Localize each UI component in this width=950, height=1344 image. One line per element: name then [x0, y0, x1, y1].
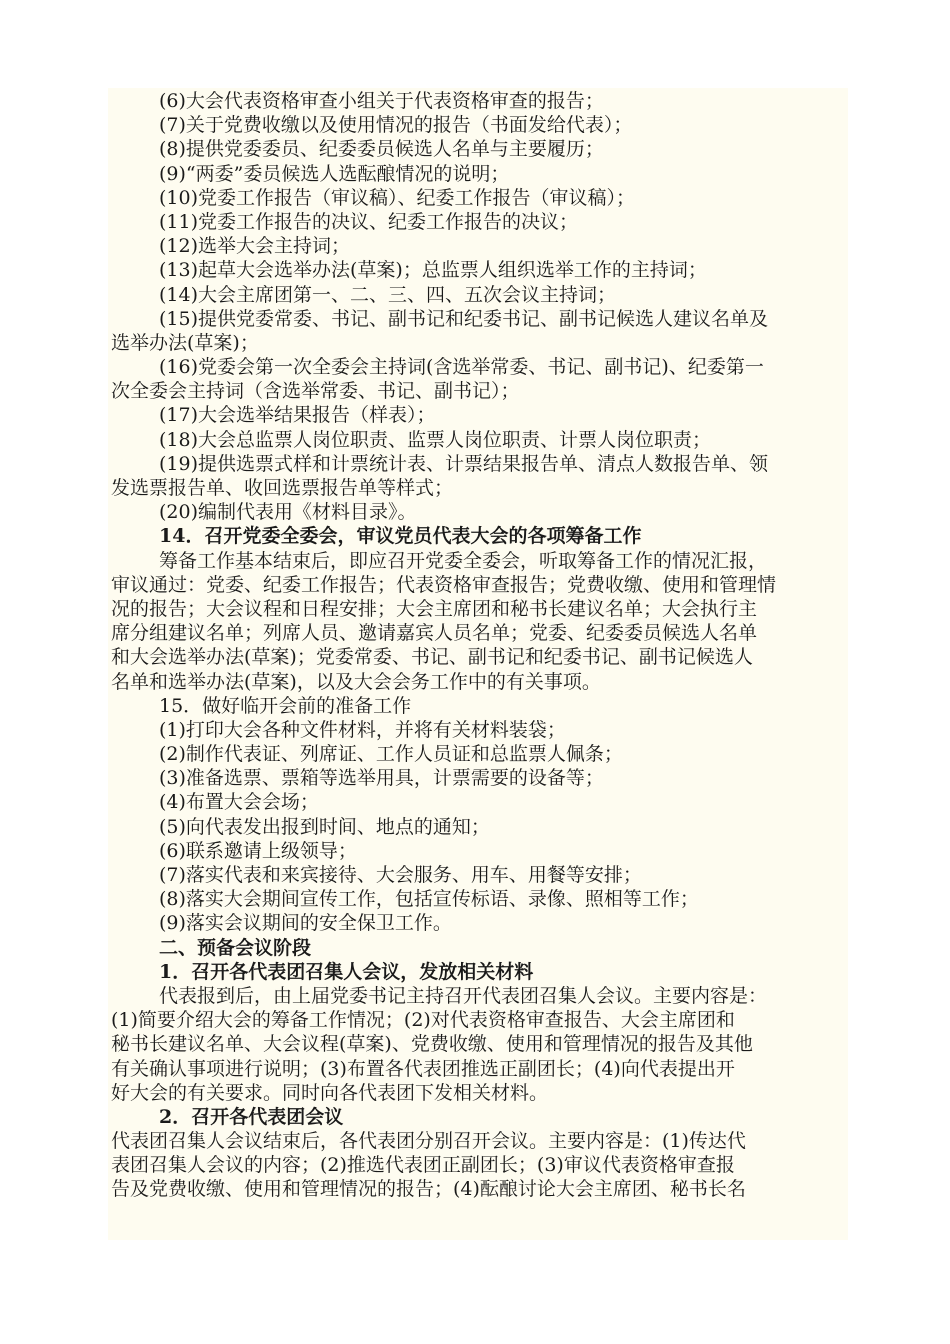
text-line: 秘书长建议名单、大会议程(草案)、党费收缴、使用和管理情况的报告及其他	[111, 1033, 753, 1056]
text-line: 发选票报告单、收回选票报告单等样式；	[111, 477, 454, 499]
text-line: (14)大会主席团第一、二、三、四、五次会议主持词；	[159, 283, 617, 306]
text-line: (8)提供党委委员、纪委委员候选人名单与主要履历；	[159, 138, 604, 161]
text-line: (9)“两委”委员候选人选酝酿情况的说明；	[159, 162, 510, 185]
text-line: 告及党费收缴、使用和管理情况的报告；(4)酝酿讨论大会主席团、秘书长名	[111, 1178, 746, 1201]
text-line: 和大会选举办法(草案)；党委常委、书记、副书记和纪委书记、副书记候选人	[111, 646, 753, 669]
text-line: (13)起草大会选举办法(草案)；总监票人组织选举工作的主持词；	[159, 259, 707, 282]
text-line: 审议通过：党委、纪委工作报告；代表资格审查报告；党费收缴、使用和管理情	[111, 573, 777, 596]
text-line: (19)提供选票式样和计票统计表、计票结果报告单、清点人数报告单、领	[159, 452, 769, 475]
text-line: 次全委会主持词（含选举常委、书记、副书记）；	[111, 380, 520, 403]
text-line: 筹备工作基本结束后，即应召开党委全委会，听取筹备工作的情况汇报，	[159, 549, 768, 572]
text-line: (6)大会代表资格审查小组关于代表资格审查的报告；	[159, 90, 604, 112]
section-heading: 1．召开各代表团召集人会议，发放相关材料	[159, 960, 534, 983]
text-line: (15)提供党委常委、书记、副书记和纪委书记、副书记候选人建议名单及	[159, 307, 769, 330]
text-line: (12)选举大会主持词；	[159, 235, 351, 258]
text-line: (10)党委工作报告（审议稿）、纪委工作报告（审议稿）；	[159, 186, 636, 209]
text-line: (7)关于党费收缴以及使用情况的报告（书面发给代表）；	[159, 114, 633, 137]
text-line: (1)打印大会各种文件材料，并将有关材料装袋；	[159, 718, 566, 741]
text-line: (9)落实会议期间的安全保卫工作。	[159, 912, 452, 935]
text-line: (17)大会选举结果报告（样表）；	[159, 404, 436, 427]
text-line: (16)党委会第一次全委会主持词(含选举常委、书记、副书记)、纪委第一	[159, 356, 764, 379]
text-line: 好大会的有关要求。同时向各代表团下发相关材料。	[111, 1081, 549, 1104]
text-line: 席分组建议名单；列席人员、邀请嘉宾人员名单；党委、纪委委员候选人名单	[111, 622, 758, 645]
text-line: (11)党委工作报告的决议、纪委工作报告的决议；	[159, 210, 579, 233]
text-line: 15．做好临开会前的准备工作	[159, 694, 412, 717]
text-line: (2)制作代表证、列席证、工作人员证和总监票人佩条；	[159, 743, 623, 766]
text-line: 表团召集人会议的内容；(2)推选代表团正副团长；(3)审议代表资格审查报	[111, 1154, 735, 1177]
text-line: (3)准备选票、票箱等选举用具，计票需要的设备等；	[159, 767, 604, 790]
text-line: 代表报到后，由上届党委书记主持召开代表团召集人会议。主要内容是：	[159, 984, 768, 1007]
text-line: 名单和选举办法(草案)，以及大会会务工作中的有关事项。	[111, 670, 601, 693]
text-line: (4)布置大会会场；	[159, 791, 319, 814]
text-line: (7)落实代表和来宾接待、大会服务、用车、用餐等安排；	[159, 864, 642, 886]
text-line: 选举办法(草案)；	[111, 331, 259, 354]
text-line: (20)编制代表用《材料目录》。	[159, 501, 417, 524]
section-heading: 二、预备会议阶段	[159, 936, 312, 959]
text-line: (8)落实大会期间宣传工作，包括宣传标语、录像、照相等工作；	[159, 888, 699, 911]
text-line: (18)大会总监票人岗位职责、监票人岗位职责、计票人岗位职责；	[159, 428, 712, 451]
text-line: (5)向代表发出报到时间、地点的通知；	[159, 815, 490, 838]
section-heading: 2．召开各代表团会议	[159, 1105, 344, 1128]
text-line: (1)简要介绍大会的筹备工作情况；(2)对代表资格审查报告、大会主席团和	[111, 1009, 735, 1032]
text-line: 代表团召集人会议结束后，各代表团分别召开会议。主要内容是：(1)传达代	[111, 1130, 746, 1153]
document-text-block	[108, 88, 848, 1240]
section-heading: 14．召开党委全委会，审议党员代表大会的各项筹备工作	[159, 525, 642, 548]
text-line: 况的报告；大会议程和日程安排；大会主席团和秘书长建议名单；大会执行主	[111, 597, 758, 620]
text-line: (6)联系邀请上级领导；	[159, 839, 357, 862]
text-line: 有关确认事项进行说明；(3)布置各代表团推选正副团长；(4)向代表提出开	[111, 1057, 735, 1080]
